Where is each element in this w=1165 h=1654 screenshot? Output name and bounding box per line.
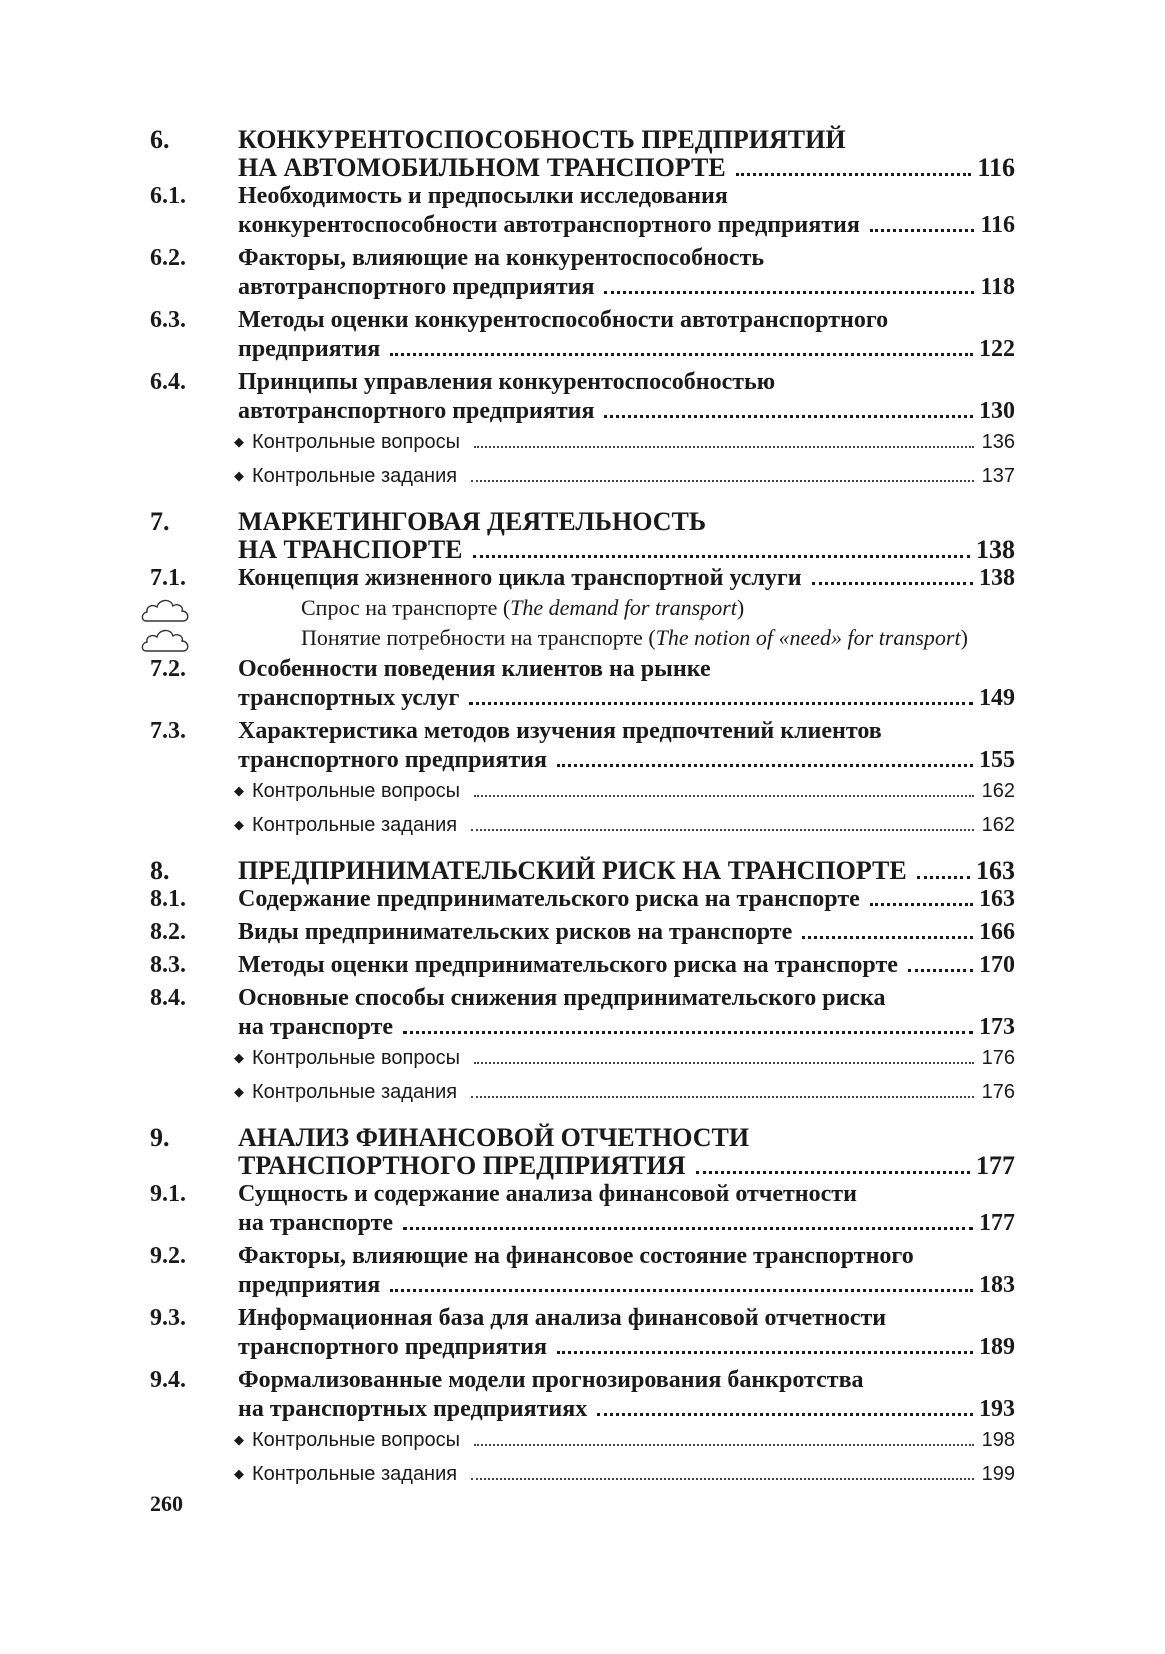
page-ref: 138 [976,535,1015,564]
title-text: Концепция жизненного цикла транспортной услуги [238,565,802,591]
diamond-bullet-icon: ◆ [234,1432,244,1447]
title-line [238,154,1015,182]
page-ref: 173 [979,1014,1015,1040]
title-line [238,951,1015,980]
title-text: на транспортных предприятиях [238,1396,588,1422]
page-ref: 162 [981,780,1015,802]
title-line [238,1124,1015,1152]
chapter-entry[interactable] [150,857,1015,885]
title-text: Факторы, влияющие на конкурентоспособность [238,245,765,271]
title-text: Содержание предпринимательского риска на транспорте [238,886,860,912]
diamond-bullet-icon: ◆ [234,1050,244,1065]
dot-leader [917,876,970,879]
section-number: 6.4. [150,369,186,395]
section-number: 7.2. [150,656,186,682]
section-entry[interactable] [150,918,1015,947]
section-number: 9.2. [150,1243,186,1269]
diamond-bullet-icon: ◆ [234,468,244,483]
title-line [238,273,1015,302]
section-number: 9.1. [150,1181,186,1207]
dot-leader [471,480,974,482]
entry-title [238,717,1015,775]
sub-label: Контрольные вопросы [252,1047,460,1069]
sub-label: Контрольные вопросы [252,431,460,453]
chapter-number: 9. [150,1123,170,1152]
diamond-bullet-icon: ◆ [234,434,244,449]
title-line [238,182,1015,211]
sub-label: Контрольные вопросы [252,1429,460,1451]
title-line [238,1209,1015,1238]
page-ref: 177 [976,1151,1015,1180]
page-ref: 183 [979,1272,1015,1298]
chapter-entry[interactable] [150,126,1015,182]
title-line [238,984,1015,1013]
page-ref: 177 [979,1210,1015,1236]
dot-leader [474,446,974,448]
entry-title [238,368,1015,426]
title-line [238,397,1015,426]
title-line [238,1152,1015,1180]
spacer [150,1110,1015,1124]
section-entry[interactable] [150,1242,1015,1300]
title-text: Принципы управления конкурентоспособностью [238,369,776,395]
title-text: ПРЕДПРИНИМАТЕЛЬСКИЙ РИСК НА ТРАНСПОРТЕ [238,856,907,885]
page-ref: 199 [981,1463,1015,1485]
title-line [238,508,1015,536]
section-entry[interactable] [150,984,1015,1042]
page-ref: 136 [981,431,1015,453]
entry-title [238,1124,1015,1180]
title-text: Факторы, влияющие на финансовое состояние транспортного [238,1243,914,1269]
extra-text: Спрос на транспорте ( [301,595,511,620]
title-text: конкурентоспособности автотранспортного предприятия [238,212,860,238]
section-entry[interactable] [150,368,1015,426]
page-ref: 193 [979,1396,1015,1422]
title-text: Формализованные модели прогнозирования банкротства [238,1367,864,1393]
entry-title [238,1242,1015,1300]
sub-label: Контрольные вопросы [252,780,460,802]
dot-leader [390,353,973,356]
dot-leader [390,1289,973,1292]
dot-leader [870,229,975,232]
section-number: 8.3. [150,952,186,978]
title-line [238,1242,1015,1271]
entry-title [238,564,1015,593]
extra-text-end: ) [960,625,968,650]
page-ref: 166 [979,919,1015,945]
entry-title [238,1180,1015,1238]
section-number: 8.1. [150,886,186,912]
entry-title [238,126,1015,182]
sub-entry[interactable] [234,1424,1015,1458]
section-number: 6.3. [150,307,186,333]
dot-leader [471,829,974,831]
spacer [150,843,1015,857]
section-entry[interactable] [150,244,1015,302]
dot-leader [403,1227,973,1230]
extra-english: The notion of «need» for transport [655,625,961,650]
page-ref: 163 [979,886,1015,912]
section-entry[interactable] [150,717,1015,775]
entry-title [238,984,1015,1042]
sub-entry[interactable] [234,1042,1015,1076]
page-ref: 137 [981,465,1015,487]
title-line [238,536,1015,564]
sub-label: Контрольные задания [252,465,458,487]
title-line [238,1013,1015,1042]
diamond-bullet-icon: ◆ [234,1466,244,1481]
sub-label: Контрольные задания [252,814,458,836]
page-ref: 176 [981,1047,1015,1069]
chapter-number: 8. [150,856,170,885]
entry-title [238,1304,1015,1362]
dot-leader [469,702,973,705]
title-line [238,885,1015,914]
title-text: ТРАНСПОРТНОГО ПРЕДПРИЯТИЯ [238,1151,686,1180]
title-text: Виды предпринимательских рисков на транспорте [238,919,793,945]
section-number: 6.1. [150,183,186,209]
title-line [238,918,1015,947]
title-text: Информационная база для анализа финансовой отчетности [238,1305,887,1331]
section-entry[interactable] [150,655,1015,713]
extra-english: The demand for transport [510,595,737,620]
title-line [238,717,1015,746]
spacer [150,494,1015,508]
dot-leader [403,1031,973,1034]
dot-leader [474,1062,974,1064]
title-text: Методы оценки конкурентоспособности автотранспортного [238,307,889,333]
section-entry[interactable] [150,182,1015,240]
page-ref: 162 [981,814,1015,836]
section-entry[interactable] [150,306,1015,364]
title-line [238,306,1015,335]
cloud-icon [140,595,192,625]
sub-entry[interactable] [234,1458,1015,1492]
title-text: автотранспортного предприятия [238,398,595,424]
title-text: автотранспортного предприятия [238,274,595,300]
title-line [238,368,1015,397]
title-line [238,1366,1015,1395]
page-ref: 176 [981,1081,1015,1103]
title-line [238,244,1015,273]
section-number: 9.3. [150,1305,186,1331]
page-ref: 155 [979,747,1015,773]
sub-label: Контрольные задания [252,1081,458,1103]
entry-title [238,655,1015,713]
title-line [238,1180,1015,1209]
title-text: Необходимость и предпосылки исследования [238,183,728,209]
section-number: 8.4. [150,985,186,1011]
sub-entry[interactable] [234,775,1015,809]
chapter-number: 7. [150,507,170,536]
entry-title [238,951,1015,980]
title-line [238,684,1015,713]
cloud-icon [140,625,192,655]
title-text: транспортного предприятия [238,747,547,773]
page-ref: 198 [981,1429,1015,1451]
title-line [238,126,1015,154]
title-text: АНАЛИЗ ФИНАНСОВОЙ ОТЧЕТНОСТИ [238,1123,750,1152]
title-line [238,1271,1015,1300]
title-text: Основные способы снижения предпринимательского риска [238,985,886,1011]
table-of-contents [150,126,1015,1492]
title-text: предприятия [238,1272,381,1298]
title-text: Характеристика методов изучения предпочтений клиентов [238,718,882,744]
extra-entry[interactable] [150,625,1015,651]
extra-text: Понятие потребности на транспорте ( [301,625,656,650]
title-text: МАРКЕТИНГОВАЯ ДЕЯТЕЛЬНОСТЬ [238,507,707,536]
dot-leader [870,903,973,906]
section-entry[interactable] [150,1366,1015,1424]
dot-leader [604,291,974,294]
title-text: транспортных услуг [238,685,460,711]
entry-title [238,857,1015,885]
page-ref: 116 [980,212,1015,238]
section-number: 9.4. [150,1367,186,1393]
entry-title [238,182,1015,240]
dot-leader [908,969,973,972]
section-number: 7.1. [150,565,186,591]
page-number: 260 [150,1491,183,1516]
entry-title [238,244,1015,302]
entry-title [238,306,1015,364]
page-ref: 163 [976,856,1015,885]
page-ref: 138 [979,565,1015,591]
title-line [238,655,1015,684]
page-ref: 130 [979,398,1015,424]
section-entry[interactable] [150,885,1015,914]
entry-title [238,508,1015,564]
dot-leader [557,1351,973,1354]
sub-entry[interactable] [234,1076,1015,1110]
sub-entry[interactable] [234,460,1015,494]
title-line [238,335,1015,364]
title-text: на транспорте [238,1014,394,1040]
dot-leader [597,1413,973,1416]
page-ref: 118 [980,274,1015,300]
dot-leader [802,936,973,939]
dot-leader [474,795,974,797]
entry-title [238,1366,1015,1424]
dot-leader [812,582,973,585]
diamond-bullet-icon: ◆ [234,783,244,798]
title-text: НА АВТОМОБИЛЬНОМ ТРАНСПОРТЕ [238,153,726,182]
title-text: КОНКУРЕНТОСПОСОБНОСТЬ ПРЕДПРИЯТИЙ [238,125,846,154]
title-line [238,1304,1015,1333]
section-number: 6.2. [150,245,186,271]
section-number: 7.3. [150,718,186,744]
title-line [238,564,1015,593]
dot-leader [604,415,973,418]
title-text: Методы оценки предпринимательского риска на транспорте [238,952,898,978]
section-entry[interactable] [150,1304,1015,1362]
title-text: Сущность и содержание анализа финансовой отчетности [238,1181,857,1207]
chapter-number: 6. [150,125,170,154]
page-ref: 122 [979,336,1015,362]
title-text: НА ТРАНСПОРТЕ [238,535,463,564]
title-line [238,746,1015,775]
entry-title [238,918,1015,947]
entry-title [238,885,1015,914]
chapter-entry[interactable] [150,508,1015,564]
title-line [238,857,1015,885]
page-ref: 189 [979,1334,1015,1360]
section-entry[interactable] [150,564,1015,593]
dot-leader [471,1478,974,1480]
title-line [238,211,1015,240]
sub-entry[interactable] [234,426,1015,460]
dot-leader [557,764,973,767]
dot-leader [474,1444,974,1446]
section-entry[interactable] [150,1180,1015,1238]
title-text: на транспорте [238,1210,394,1236]
title-text: транспортного предприятия [238,1334,547,1360]
diamond-bullet-icon: ◆ [234,1084,244,1099]
sub-entry[interactable] [234,809,1015,843]
dot-leader [736,173,972,176]
dot-leader [471,1096,974,1098]
dot-leader [473,555,970,558]
section-number: 8.2. [150,919,186,945]
chapter-entry[interactable] [150,1124,1015,1180]
title-text: предприятия [238,336,381,362]
dot-leader [696,1171,970,1174]
section-entry[interactable] [150,951,1015,980]
diamond-bullet-icon: ◆ [234,817,244,832]
title-line [238,1395,1015,1424]
page-ref: 116 [977,153,1015,182]
title-text: Особенности поведения клиентов на рынке [238,656,711,682]
page-ref: 170 [979,952,1015,978]
extra-entry[interactable] [150,595,1015,621]
extra-text-end: ) [736,595,745,620]
title-line [238,1333,1015,1362]
page-ref: 149 [979,685,1015,711]
sub-label: Контрольные задания [252,1463,458,1485]
